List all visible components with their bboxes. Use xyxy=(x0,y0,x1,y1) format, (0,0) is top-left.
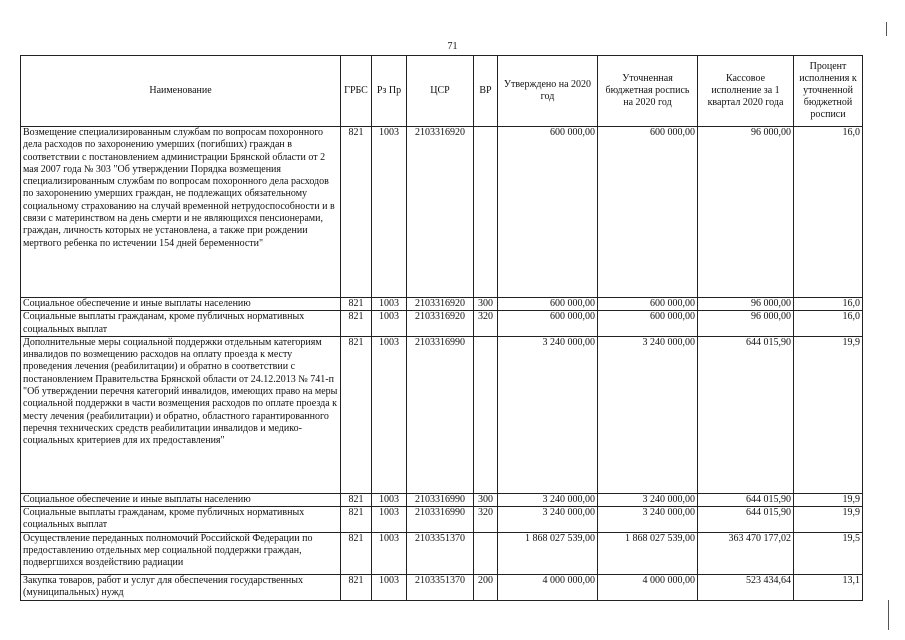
cell-executed: 644 015,90 xyxy=(698,336,794,493)
scan-edge-mark-bottom xyxy=(888,600,889,630)
table-row xyxy=(21,336,863,493)
cell-csr: 2103351370 xyxy=(407,532,474,574)
cell-refined: 600 000,00 xyxy=(598,127,698,298)
scan-edge-mark-top xyxy=(886,22,887,36)
cell-vr: 300 xyxy=(474,298,498,311)
cell-approved: 600 000,00 xyxy=(498,298,598,311)
cell-csr: 2103316920 xyxy=(407,311,474,337)
column-header-refined: Уточненная бюджетная роспись на 2020 год xyxy=(598,56,698,127)
cell-csr: 2103316920 xyxy=(407,298,474,311)
page-number: 71 xyxy=(447,41,458,52)
cell-refined: 600 000,00 xyxy=(598,311,698,337)
cell-vr: 300 xyxy=(474,493,498,506)
cell-rzpr: 1003 xyxy=(372,311,407,337)
cell-grbs: 821 xyxy=(341,298,372,311)
cell-executed: 523 434,64 xyxy=(698,574,794,600)
cell-executed: 644 015,90 xyxy=(698,507,794,533)
column-header-vr: ВР xyxy=(474,56,498,127)
cell-executed: 644 015,90 xyxy=(698,493,794,506)
cell-approved: 3 240 000,00 xyxy=(498,336,598,493)
cell-vr xyxy=(474,532,498,574)
cell-refined: 4 000 000,00 xyxy=(598,574,698,600)
cell-grbs: 821 xyxy=(341,336,372,493)
cell-percent: 16,0 xyxy=(794,127,863,298)
cell-approved: 600 000,00 xyxy=(498,127,598,298)
cell-csr: 2103316990 xyxy=(407,336,474,493)
cell-rzpr: 1003 xyxy=(372,532,407,574)
table-header-row xyxy=(21,56,863,127)
budget-table xyxy=(20,55,863,601)
cell-refined: 3 240 000,00 xyxy=(598,493,698,506)
cell-percent: 19,9 xyxy=(794,507,863,533)
column-header-csr: ЦСР xyxy=(407,56,474,127)
cell-vr: 200 xyxy=(474,574,498,600)
cell-grbs: 821 xyxy=(341,493,372,506)
table-row xyxy=(21,493,863,506)
cell-name: Дополнительные меры социальной поддержки отдельным категориям инвалидов по возмещению расходов на оплату проезда к месту проведения лечения (реабилитации) и обратно в соответствии с постановлением Правительства Брянской области от 24.12.2013 № 741-п "Об утверждении перечня категорий инвалидов, имеющих право на меры социальной поддержки в части возмещения расходов по оплате проезда к месту лечения (реабилитации) и обратно, областного гарантированного перечня технических средств реабилитации инвалидов и медико-социальных критериев для их предоставления" xyxy=(21,336,341,493)
cell-grbs: 821 xyxy=(341,311,372,337)
cell-refined: 3 240 000,00 xyxy=(598,507,698,533)
cell-grbs: 821 xyxy=(341,532,372,574)
cell-grbs: 821 xyxy=(341,574,372,600)
cell-grbs: 821 xyxy=(341,127,372,298)
cell-percent: 16,0 xyxy=(794,311,863,337)
cell-percent: 19,9 xyxy=(794,493,863,506)
cell-vr: 320 xyxy=(474,311,498,337)
cell-csr: 2103316920 xyxy=(407,127,474,298)
table-row xyxy=(21,507,863,533)
table-row xyxy=(21,127,863,298)
cell-name: Осуществление переданных полномочий Российской Федерации по предоставлению отдельных мер социальной поддержки граждан, подвергшихся воздействию радиации xyxy=(21,532,341,574)
cell-approved: 600 000,00 xyxy=(498,311,598,337)
cell-percent: 16,0 xyxy=(794,298,863,311)
cell-name: Социальное обеспечение и иные выплаты населению xyxy=(21,493,341,506)
column-header-rzpr: Рз Пр xyxy=(372,56,407,127)
column-header-approved: Утверждено на 2020 год xyxy=(498,56,598,127)
cell-vr: 320 xyxy=(474,507,498,533)
cell-csr: 2103316990 xyxy=(407,507,474,533)
cell-vr xyxy=(474,127,498,298)
cell-vr xyxy=(474,336,498,493)
cell-refined: 3 240 000,00 xyxy=(598,336,698,493)
cell-rzpr: 1003 xyxy=(372,574,407,600)
cell-grbs: 821 xyxy=(341,507,372,533)
cell-executed: 363 470 177,02 xyxy=(698,532,794,574)
cell-percent: 19,5 xyxy=(794,532,863,574)
cell-csr: 2103316990 xyxy=(407,493,474,506)
cell-rzpr: 1003 xyxy=(372,336,407,493)
table-row xyxy=(21,532,863,574)
column-header-percent: Процент исполнения к уточненной бюджетной росписи xyxy=(794,56,863,127)
cell-executed: 96 000,00 xyxy=(698,127,794,298)
cell-name: Социальное обеспечение и иные выплаты населению xyxy=(21,298,341,311)
column-header-grbs: ГРБС xyxy=(341,56,372,127)
cell-rzpr: 1003 xyxy=(372,127,407,298)
cell-name: Социальные выплаты гражданам, кроме публичных нормативных социальных выплат xyxy=(21,311,341,337)
cell-refined: 600 000,00 xyxy=(598,298,698,311)
cell-approved: 3 240 000,00 xyxy=(498,507,598,533)
cell-name: Возмещение специализированным службам по вопросам похоронного дела расходов по захоронению умерших (погибших) граждан в соответствии с постановлением администрации Брянской области от 2 мая 2007 года № 303 "Об утверждении Порядка возмещения специализированным службам по вопросам похоронного дела расходов по захоронению умерших граждан, не подлежащих обязательному социальному страхованию на случай временной нетрудоспособности и в связи с материнством на день смерти и не являющихся пенсионерами, граждан, личность которых не установлена, а также при рождении мертвого ребенка по истечении 154 дней беременности" xyxy=(21,127,341,298)
cell-refined: 1 868 027 539,00 xyxy=(598,532,698,574)
table-row xyxy=(21,298,863,311)
cell-name: Социальные выплаты гражданам, кроме публичных нормативных социальных выплат xyxy=(21,507,341,533)
table-body xyxy=(21,127,863,601)
cell-rzpr: 1003 xyxy=(372,507,407,533)
cell-executed: 96 000,00 xyxy=(698,311,794,337)
cell-executed: 96 000,00 xyxy=(698,298,794,311)
cell-csr: 2103351370 xyxy=(407,574,474,600)
cell-approved: 4 000 000,00 xyxy=(498,574,598,600)
column-header-name: Наименование xyxy=(21,56,341,127)
cell-approved: 1 868 027 539,00 xyxy=(498,532,598,574)
column-header-executed: Кассовое исполнение за 1 квартал 2020 года xyxy=(698,56,794,127)
cell-percent: 19,9 xyxy=(794,336,863,493)
cell-percent: 13,1 xyxy=(794,574,863,600)
table-row xyxy=(21,311,863,337)
cell-rzpr: 1003 xyxy=(372,493,407,506)
cell-approved: 3 240 000,00 xyxy=(498,493,598,506)
cell-rzpr: 1003 xyxy=(372,298,407,311)
table-row xyxy=(21,574,863,600)
cell-name: Закупка товаров, работ и услуг для обеспечения государственных (муниципальных) нужд xyxy=(21,574,341,600)
